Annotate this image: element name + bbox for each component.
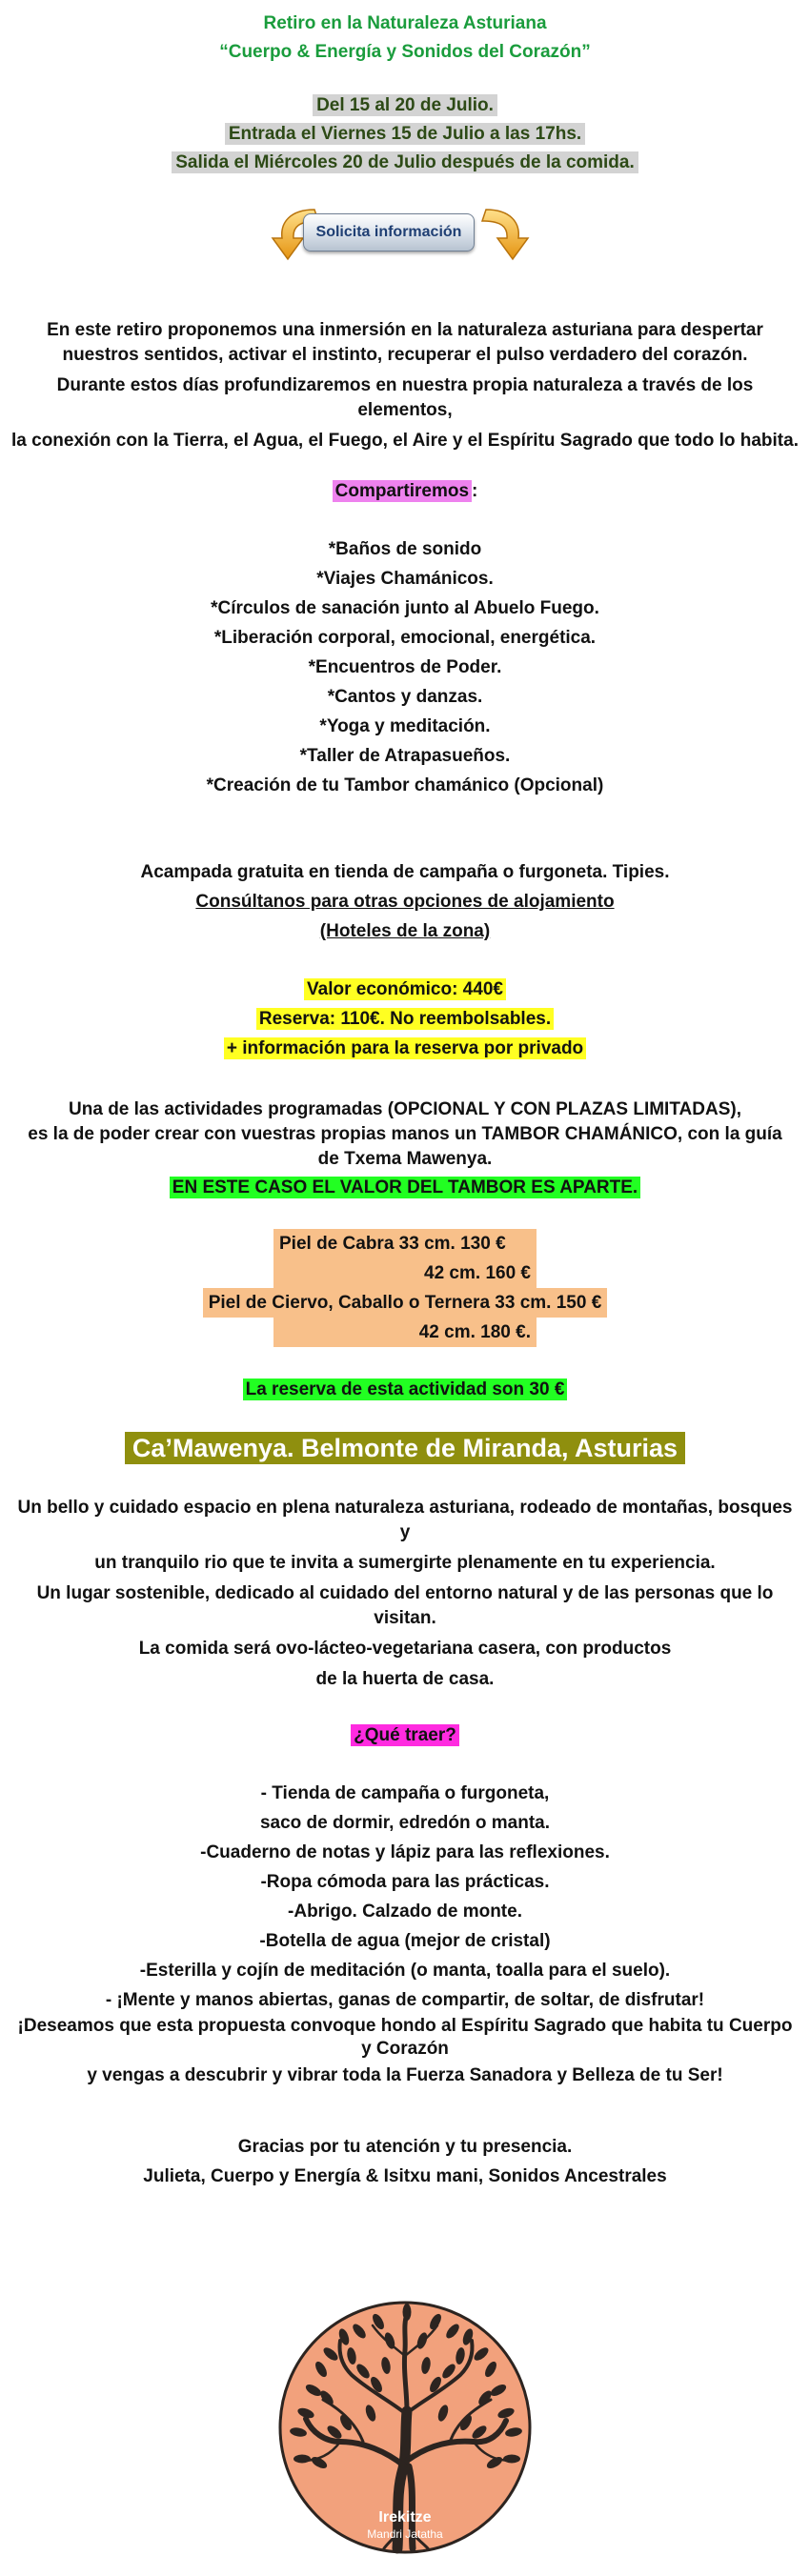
drum-reservation-text: La reserva de esta actividad son 30 € (243, 1379, 568, 1400)
bring-item: - ¡Mente y manos abiertas, ganas de compartir, de soltar, de disfrutar! (105, 1990, 705, 2010)
thanks-line: Gracias por tu atención y tu presencia. (237, 2137, 573, 2157)
share-item: *Taller de Atrapasueños. (299, 746, 511, 766)
price-goat-42: 42 cm. 160 € (273, 1258, 537, 1288)
drum-intro-1: Una de las actividades programadas (OPCIONAL Y CON PLAZAS LIMITADAS), (69, 1099, 741, 1119)
share-heading: Compartiremos (333, 480, 472, 502)
venue-heading: Ca’Mawenya. Belmonte de Miranda, Asturias (125, 1432, 685, 1464)
check-in: Entrada el Viernes 15 de Julio a las 17hs. (225, 123, 585, 145)
check-out: Salida el Miércoles 20 de Julio después de la comida. (172, 151, 638, 173)
drum-prices (0, 1229, 810, 1347)
signature-line: Julieta, Cuerpo y Energía & Isitxu mani, Sonidos Ancestrales (143, 2166, 667, 2186)
retreat-subtitle: “Cuerpo & Energía y Sonidos del Corazón” (219, 42, 591, 62)
request-info-button[interactable]: Solicita información (303, 213, 475, 252)
bring-item: - Tienda de campaña o furgoneta, (260, 1783, 550, 1803)
drum-section (0, 1097, 810, 1200)
leaf-icon (294, 2455, 311, 2464)
logo-name: Irekitze (378, 2509, 432, 2526)
intro-paragraph-3: la conexión con la Tierra, el Agua, el Fuego, el Aire y el Espíritu Sagrado que todo lo habita. (11, 431, 799, 451)
bring-item: -Cuaderno de notas y lápiz para las reflexiones. (200, 1842, 610, 1862)
tree-of-life-icon (264, 2299, 546, 2556)
info-button-row (0, 204, 810, 271)
info-button-wrapper (269, 204, 532, 267)
venue-paragraph-1: Un bello y cuidado espacio en plena naturaleza asturiana, rodeado de montañas, bosques y (17, 1498, 793, 1542)
share-item: *Encuentros de Poder. (308, 657, 502, 677)
hotels-link[interactable]: (Hoteles de la zona) (319, 921, 491, 941)
price-value: Valor económico: 440€ (304, 978, 506, 1000)
retreat-title: Retiro en la Naturaleza Asturiana (263, 13, 547, 33)
share-item: *Viajes Chamánicos. (316, 569, 494, 589)
date-range: Del 15 al 20 de Julio. (313, 94, 497, 116)
header (0, 0, 810, 67)
thanks-section (0, 2132, 810, 2191)
share-heading-colon: : (472, 481, 478, 501)
closing-wish: ¡Deseamos que esta propuesta convoque hondo al Espíritu Sagrado que habita tu Cuerpo y Corazón (17, 2016, 793, 2059)
lodging-options-link[interactable]: Consúltanos para otras opciones de alojamiento (195, 892, 615, 912)
price-more-info: + información para la reserva por privado (224, 1037, 586, 1059)
leaf-icon (503, 2455, 520, 2464)
leaf-icon (403, 2304, 412, 2321)
venue-heading-row (0, 1427, 810, 1469)
share-item: *Liberación corporal, emocional, energética. (213, 628, 597, 648)
share-item: *Yoga y meditación. (319, 716, 491, 736)
lodging-camping: Acampada gratuita en tienda de campaña o furgoneta. Tipies. (140, 862, 670, 882)
irekitze-logo (264, 2299, 546, 2556)
bring-item: -Botella de agua (mejor de cristal) (259, 1931, 551, 1951)
share-section (0, 476, 810, 800)
logo-subtitle: Mandri Jatatha (367, 2527, 443, 2541)
pricing-section (0, 975, 810, 1063)
venue-paragraph-2: un tranquilo rio que te invita a sumergirte plenamente en tu experiencia. (94, 1553, 716, 1573)
venue-section (0, 1496, 810, 1692)
share-item: *Creación de tu Tambor chamánico (Opcional) (206, 775, 604, 795)
price-goat-33: Piel de Cabra 33 cm. 130 € (273, 1229, 537, 1258)
curved-arrow-right-icon (475, 204, 532, 263)
venue-paragraph-4: La comida será ovo-lácteo-vegetariana casera, con productos (138, 1639, 672, 1659)
bring-heading: ¿Qué traer? (351, 1724, 459, 1746)
price-deer-42: 42 cm. 180 €. (273, 1318, 537, 1347)
intro-paragraph-1: En este retiro proponemos una inmersión en la naturaleza asturiana para despertar nuestros sentidos, activar el instinto, recuperar el pulso verdadero del corazón. (47, 320, 763, 365)
venue-paragraph-3: Un lugar sostenible, dedicado al cuidado del entorno natural y de las personas que lo visitan. (36, 1583, 774, 1628)
intro-section (0, 318, 810, 453)
dates-block (0, 91, 810, 177)
venue-paragraph-5: de la huerta de casa. (315, 1669, 495, 1689)
bring-item: -Abrigo. Calzado de monte. (288, 1902, 522, 1922)
share-item: *Círculos de sanación junto al Abuelo Fuego. (211, 598, 599, 618)
intro-paragraph-2: Durante estos días profundizaremos en nuestra propia naturaleza a través de los elementos, (56, 375, 754, 420)
price-deposit: Reserva: 110€. No reembolsables. (256, 1008, 554, 1030)
lodging-section (0, 857, 810, 946)
price-deer-33: Piel de Ciervo, Caballo o Ternera 33 cm. 150 € (203, 1288, 608, 1318)
closing-discover: y vengas a descubrir y vibrar toda la Fuerza Sanadora y Belleza de tu Ser! (87, 2065, 723, 2085)
drum-notice: EN ESTE CASO EL VALOR DEL TAMBOR ES APARTE. (170, 1177, 640, 1198)
drum-intro-2: es la de poder crear con vuestras propias manos un TAMBOR CHAMÁNICO, con la guía de Txema Mawenya. (28, 1124, 782, 1169)
share-item: *Baños de sonido (328, 539, 482, 559)
bring-section (0, 1721, 810, 2090)
bring-item: -Esterilla y cojín de meditación (o manta, toalla para el suelo). (139, 1961, 671, 1981)
drum-reservation (0, 1378, 810, 1402)
share-item: *Cantos y danzas. (327, 687, 483, 707)
bring-item: saco de dormir, edredón o manta. (259, 1813, 551, 1833)
bring-item: -Ropa cómoda para las prácticas. (260, 1872, 550, 1892)
